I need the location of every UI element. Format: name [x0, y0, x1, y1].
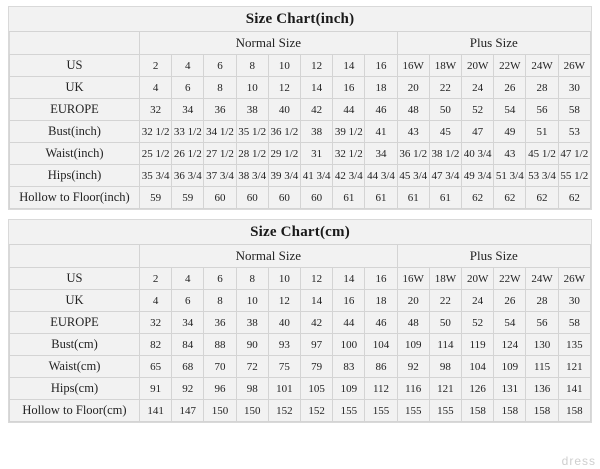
- table-cell: 60: [301, 187, 333, 209]
- table-cell: 97: [301, 334, 333, 356]
- row-label: US: [10, 268, 140, 290]
- table-cell: 68: [172, 356, 204, 378]
- table-cell: 31: [301, 143, 333, 165]
- table-cell: 47 3/4: [429, 165, 461, 187]
- table-row: [10, 378, 591, 400]
- table-cell: 62: [494, 187, 526, 209]
- table-cell: 6: [172, 77, 204, 99]
- table-cell: 88: [204, 334, 236, 356]
- table-cell: 26W: [558, 268, 590, 290]
- table-row: [10, 268, 591, 290]
- table-cell: 61: [429, 187, 461, 209]
- table-cell: 20: [397, 290, 429, 312]
- table-cell: 58: [558, 99, 590, 121]
- table-cell: 18: [365, 290, 397, 312]
- table-cell: 92: [397, 356, 429, 378]
- table-row: [10, 356, 591, 378]
- table-cell: 84: [172, 334, 204, 356]
- table-cell: 55 1/2: [558, 165, 590, 187]
- table-cell: 32 1/2: [333, 143, 365, 165]
- table-cell: 35 1/2: [236, 121, 268, 143]
- row-label: UK: [10, 290, 140, 312]
- table-cell: 150: [236, 400, 268, 422]
- table-cell: 79: [301, 356, 333, 378]
- table-cell: 28: [526, 77, 558, 99]
- table-cell: 70: [204, 356, 236, 378]
- table-cell: 155: [365, 400, 397, 422]
- table-cell: 38: [301, 121, 333, 143]
- table-cell: 22: [429, 77, 461, 99]
- table-cell: 36: [204, 99, 236, 121]
- table-cell: 115: [526, 356, 558, 378]
- table-cell: 155: [333, 400, 365, 422]
- table-cell: 141: [558, 378, 590, 400]
- table-cell: 42: [301, 99, 333, 121]
- table-cell: 126: [462, 378, 494, 400]
- table-cell: 20: [397, 77, 429, 99]
- table-cell: 26W: [558, 55, 590, 77]
- table-cell: 42 3/4: [333, 165, 365, 187]
- table-cell: 101: [268, 378, 300, 400]
- table-cell: 130: [526, 334, 558, 356]
- table-cell: 4: [140, 77, 172, 99]
- table-cell: 16: [333, 290, 365, 312]
- table-cell: 8: [204, 290, 236, 312]
- table-cell: 150: [204, 400, 236, 422]
- table-cell: 22: [429, 290, 461, 312]
- table-cell: 53 3/4: [526, 165, 558, 187]
- table-cell: 24: [462, 290, 494, 312]
- table-cell: 61: [397, 187, 429, 209]
- table-cell: 51 3/4: [494, 165, 526, 187]
- table-cell: 22W: [494, 55, 526, 77]
- table-cell: 38 3/4: [236, 165, 268, 187]
- row-label: UK: [10, 77, 140, 99]
- table-cell: 52: [462, 99, 494, 121]
- table-cell: 30: [558, 290, 590, 312]
- table-cell: 16W: [397, 268, 429, 290]
- table-cell: 37 3/4: [204, 165, 236, 187]
- table-cell: 98: [429, 356, 461, 378]
- table-cell: 141: [140, 400, 172, 422]
- table-cell: 47 1/2: [558, 143, 590, 165]
- group-header-plus-size: Plus Size: [397, 245, 590, 268]
- table-cell: 29 1/2: [268, 143, 300, 165]
- table-cell: 109: [333, 378, 365, 400]
- table-cell: 32: [140, 312, 172, 334]
- table-cell: 104: [462, 356, 494, 378]
- table-cell: 4: [140, 290, 172, 312]
- table-cell: 135: [558, 334, 590, 356]
- table-cell: 44: [333, 99, 365, 121]
- table-cell: 20W: [462, 268, 494, 290]
- table-cell: 54: [494, 99, 526, 121]
- table-cell: 72: [236, 356, 268, 378]
- table-cell: 28: [526, 290, 558, 312]
- table-cell: 46: [365, 312, 397, 334]
- table-cell: 112: [365, 378, 397, 400]
- table-cell: 8: [204, 77, 236, 99]
- table-cell: 16: [365, 55, 397, 77]
- table-row: [10, 400, 591, 422]
- table-cell: 56: [526, 99, 558, 121]
- table-cell: 10: [236, 290, 268, 312]
- table-cell: 18: [365, 77, 397, 99]
- corner-cell: [10, 245, 140, 268]
- table-cell: 96: [204, 378, 236, 400]
- table-cell: 91: [140, 378, 172, 400]
- table-cell: 26: [494, 290, 526, 312]
- table-group-header-row: [10, 32, 591, 55]
- size-table: [9, 244, 591, 422]
- table-row: [10, 143, 591, 165]
- table-cell: 25 1/2: [140, 143, 172, 165]
- size-table: [9, 31, 591, 209]
- table-cell: 16W: [397, 55, 429, 77]
- table-cell: 83: [333, 356, 365, 378]
- table-row: [10, 121, 591, 143]
- table-cell: 20W: [462, 55, 494, 77]
- table-cell: 6: [204, 268, 236, 290]
- table-cell: 43: [494, 143, 526, 165]
- table-cell: 54: [494, 312, 526, 334]
- table-cell: 136: [526, 378, 558, 400]
- chart-title: Size Chart(inch): [245, 11, 355, 27]
- table-cell: 158: [526, 400, 558, 422]
- table-cell: 34: [365, 143, 397, 165]
- row-label: EUROPE: [10, 312, 140, 334]
- row-label: Hollow to Floor(inch): [10, 187, 140, 209]
- table-cell: 61: [333, 187, 365, 209]
- table-cell: 59: [172, 187, 204, 209]
- table-cell: 56: [526, 312, 558, 334]
- table-cell: 38: [236, 99, 268, 121]
- table-cell: 8: [236, 268, 268, 290]
- table-cell: 92: [172, 378, 204, 400]
- table-cell: 4: [172, 55, 204, 77]
- table-cell: 52: [462, 312, 494, 334]
- table-group-header-row: [10, 245, 591, 268]
- table-cell: 12: [301, 268, 333, 290]
- table-cell: 100: [333, 334, 365, 356]
- table-cell: 105: [301, 378, 333, 400]
- table-cell: 121: [558, 356, 590, 378]
- table-cell: 6: [204, 55, 236, 77]
- table-cell: 109: [397, 334, 429, 356]
- watermark-text: dress: [561, 454, 596, 468]
- table-cell: 43: [397, 121, 429, 143]
- table-cell: 24W: [526, 268, 558, 290]
- table-cell: 41: [365, 121, 397, 143]
- table-row: [10, 187, 591, 209]
- table-cell: 16: [365, 268, 397, 290]
- table-cell: 18W: [429, 55, 461, 77]
- table-cell: 58: [558, 312, 590, 334]
- table-cell: 42: [301, 312, 333, 334]
- corner-cell: [10, 32, 140, 55]
- table-cell: 90: [236, 334, 268, 356]
- table-cell: 8: [236, 55, 268, 77]
- table-cell: 34 1/2: [204, 121, 236, 143]
- table-cell: 45 3/4: [397, 165, 429, 187]
- table-cell: 48: [397, 99, 429, 121]
- table-cell: 82: [140, 334, 172, 356]
- group-header-plus-size: Plus Size: [397, 32, 590, 55]
- table-row: [10, 55, 591, 77]
- table-cell: 26 1/2: [172, 143, 204, 165]
- table-cell: 27 1/2: [204, 143, 236, 165]
- table-cell: 39 3/4: [268, 165, 300, 187]
- table-cell: 14: [301, 77, 333, 99]
- table-row: [10, 290, 591, 312]
- table-cell: 60: [268, 187, 300, 209]
- table-row: [10, 165, 591, 187]
- row-label: Bust(cm): [10, 334, 140, 356]
- table-cell: 48: [397, 312, 429, 334]
- table-cell: 40: [268, 99, 300, 121]
- table-cell: 93: [268, 334, 300, 356]
- table-cell: 16: [333, 77, 365, 99]
- table-cell: 109: [494, 356, 526, 378]
- table-cell: 124: [494, 334, 526, 356]
- table-cell: 104: [365, 334, 397, 356]
- table-cell: 34: [172, 312, 204, 334]
- table-cell: 14: [333, 268, 365, 290]
- table-cell: 12: [268, 290, 300, 312]
- table-cell: 40: [268, 312, 300, 334]
- table-cell: 10: [236, 77, 268, 99]
- table-cell: 10: [268, 268, 300, 290]
- table-cell: 32: [140, 99, 172, 121]
- table-cell: 50: [429, 312, 461, 334]
- table-cell: 152: [301, 400, 333, 422]
- table-cell: 119: [462, 334, 494, 356]
- table-cell: 62: [558, 187, 590, 209]
- table-cell: 131: [494, 378, 526, 400]
- table-cell: 36: [204, 312, 236, 334]
- table-cell: 32 1/2: [140, 121, 172, 143]
- row-label: Hollow to Floor(cm): [10, 400, 140, 422]
- table-cell: 39 1/2: [333, 121, 365, 143]
- group-header-normal-size: Normal Size: [140, 32, 398, 55]
- table-cell: 12: [268, 77, 300, 99]
- table-cell: 147: [172, 400, 204, 422]
- table-cell: 30: [558, 77, 590, 99]
- table-cell: 36 3/4: [172, 165, 204, 187]
- table-cell: 35 3/4: [140, 165, 172, 187]
- table-cell: 10: [268, 55, 300, 77]
- table-cell: 14: [333, 55, 365, 77]
- table-cell: 2: [140, 55, 172, 77]
- table-cell: 98: [236, 378, 268, 400]
- table-cell: 61: [365, 187, 397, 209]
- row-label: Hips(inch): [10, 165, 140, 187]
- table-cell: 155: [397, 400, 429, 422]
- table-cell: 49 3/4: [462, 165, 494, 187]
- row-label: Bust(inch): [10, 121, 140, 143]
- table-cell: 49: [494, 121, 526, 143]
- row-label: EUROPE: [10, 99, 140, 121]
- table-cell: 65: [140, 356, 172, 378]
- table-cell: 158: [494, 400, 526, 422]
- size-chart-block: [8, 219, 592, 423]
- table-cell: 38 1/2: [429, 143, 461, 165]
- group-header-normal-size: Normal Size: [140, 245, 398, 268]
- row-label: Hips(cm): [10, 378, 140, 400]
- table-cell: 18W: [429, 268, 461, 290]
- table-cell: 62: [526, 187, 558, 209]
- table-cell: 155: [429, 400, 461, 422]
- table-cell: 41 3/4: [301, 165, 333, 187]
- table-cell: 36 1/2: [268, 121, 300, 143]
- row-label: US: [10, 55, 140, 77]
- size-chart-block: [8, 6, 592, 210]
- table-cell: 28 1/2: [236, 143, 268, 165]
- table-cell: 44 3/4: [365, 165, 397, 187]
- table-row: [10, 99, 591, 121]
- table-cell: 24W: [526, 55, 558, 77]
- table-cell: 60: [236, 187, 268, 209]
- table-cell: 158: [462, 400, 494, 422]
- table-cell: 22W: [494, 268, 526, 290]
- table-cell: 26: [494, 77, 526, 99]
- table-cell: 46: [365, 99, 397, 121]
- table-cell: 114: [429, 334, 461, 356]
- table-cell: 45: [429, 121, 461, 143]
- table-row: [10, 334, 591, 356]
- table-cell: 44: [333, 312, 365, 334]
- table-cell: 62: [462, 187, 494, 209]
- table-cell: 116: [397, 378, 429, 400]
- row-label: Waist(cm): [10, 356, 140, 378]
- table-cell: 33 1/2: [172, 121, 204, 143]
- table-cell: 158: [558, 400, 590, 422]
- table-cell: 24: [462, 77, 494, 99]
- table-cell: 6: [172, 290, 204, 312]
- table-cell: 36 1/2: [397, 143, 429, 165]
- row-label: Waist(inch): [10, 143, 140, 165]
- table-cell: 47: [462, 121, 494, 143]
- table-cell: 86: [365, 356, 397, 378]
- table-cell: 34: [172, 99, 204, 121]
- table-cell: 2: [140, 268, 172, 290]
- table-cell: 40 3/4: [462, 143, 494, 165]
- table-cell: 12: [301, 55, 333, 77]
- table-cell: 60: [204, 187, 236, 209]
- table-cell: 59: [140, 187, 172, 209]
- table-row: [10, 77, 591, 99]
- table-cell: 152: [268, 400, 300, 422]
- table-row: [10, 312, 591, 334]
- table-cell: 75: [268, 356, 300, 378]
- chart-title: Size Chart(cm): [250, 224, 350, 240]
- table-cell: 121: [429, 378, 461, 400]
- table-cell: 14: [301, 290, 333, 312]
- table-cell: 45 1/2: [526, 143, 558, 165]
- table-cell: 50: [429, 99, 461, 121]
- table-cell: 38: [236, 312, 268, 334]
- table-cell: 4: [172, 268, 204, 290]
- table-cell: 51: [526, 121, 558, 143]
- table-cell: 53: [558, 121, 590, 143]
- size-charts-container: [0, 6, 600, 423]
